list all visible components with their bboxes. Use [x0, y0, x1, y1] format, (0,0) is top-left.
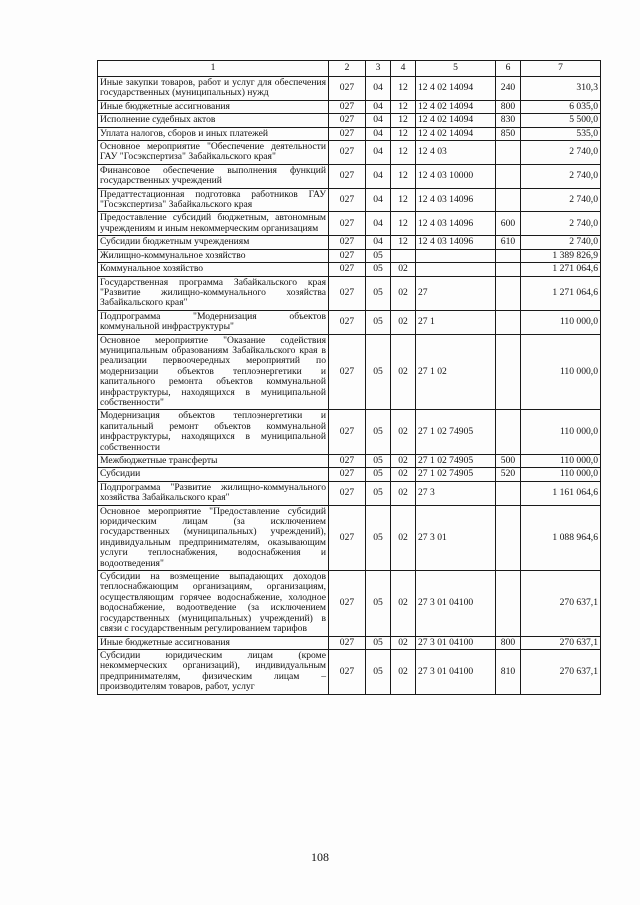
cell-target-article: 12 4 02 14094	[416, 100, 496, 113]
cell-target-article: 27 1 02 74905	[416, 455, 496, 468]
table-row	[98, 455, 601, 468]
cell-expense-type: 810	[496, 649, 521, 694]
cell-expense-type: 240	[496, 77, 521, 101]
cell-subsection: 02	[391, 571, 416, 636]
cell-subsection: 12	[391, 236, 416, 249]
table-row	[98, 276, 601, 310]
cell-amount: 270 637,1	[521, 636, 601, 649]
cell-admin-code: 027	[329, 77, 366, 101]
cell-admin-code: 027	[329, 127, 366, 140]
table-body	[98, 77, 601, 695]
header-col-2: 2	[329, 61, 366, 77]
page-number: 108	[311, 850, 329, 864]
cell-section: 04	[366, 100, 391, 113]
header-col-3: 3	[366, 61, 391, 77]
cell-expense-type: 830	[496, 114, 521, 127]
cell-subsection: 12	[391, 164, 416, 188]
cell-subsection: 12	[391, 77, 416, 101]
cell-subsection: 02	[391, 636, 416, 649]
cell-target-article: 12 4 03 14096	[416, 236, 496, 249]
cell-subsection: 12	[391, 100, 416, 113]
table-row	[98, 100, 601, 113]
cell-subsection: 02	[391, 410, 416, 455]
cell-admin-code: 027	[329, 249, 366, 262]
cell-target-article: 12 4 03 14096	[416, 188, 496, 212]
header-row	[98, 61, 601, 77]
cell-amount: 1 271 064,6	[521, 263, 601, 276]
header-col-5: 5	[416, 61, 496, 77]
cell-name: Основное мероприятие "Предоставление субсидий юридическим лицам (за исключением государственных (муниципальных) учреждений), индивидуальным предпринимателям, оказывающим услуги теплоснабжения, водоснабжения и водоотведения"	[98, 505, 329, 570]
cell-name: Модернизация объектов теплоэнергетики и капитальный ремонт объектов коммунальной инфраструктуры, находящихся в муниципальной собственности	[98, 410, 329, 455]
cell-name: Подпрограмма "Развитие жилищно-коммунального хозяйства Забайкальского края"	[98, 481, 329, 505]
cell-admin-code: 027	[329, 212, 366, 236]
cell-target-article: 12 4 02 14094	[416, 127, 496, 140]
cell-target-article: 27 1	[416, 310, 496, 334]
cell-target-article	[416, 263, 496, 276]
cell-expense-type: 610	[496, 236, 521, 249]
cell-admin-code: 027	[329, 263, 366, 276]
cell-expense-type	[496, 276, 521, 310]
cell-expense-type	[496, 249, 521, 262]
cell-expense-type: 800	[496, 100, 521, 113]
cell-target-article: 27 1 02	[416, 334, 496, 410]
cell-expense-type	[496, 188, 521, 212]
cell-admin-code: 027	[329, 455, 366, 468]
cell-name: Межбюджетные трансферты	[98, 455, 329, 468]
cell-subsection: 02	[391, 649, 416, 694]
cell-admin-code: 027	[329, 468, 366, 481]
cell-section: 05	[366, 310, 391, 334]
cell-amount: 110 000,0	[521, 468, 601, 481]
cell-section: 04	[366, 188, 391, 212]
cell-name: Предаттестационная подготовка работников ГАУ "Госэкспертиза" Забайкальского края	[98, 188, 329, 212]
cell-admin-code: 027	[329, 481, 366, 505]
cell-target-article: 27 3	[416, 481, 496, 505]
cell-amount: 270 637,1	[521, 571, 601, 636]
cell-section: 05	[366, 505, 391, 570]
cell-subsection: 02	[391, 310, 416, 334]
cell-amount: 110 000,0	[521, 334, 601, 410]
cell-name: Иные бюджетные ассигнования	[98, 100, 329, 113]
cell-name: Уплата налогов, сборов и иных платежей	[98, 127, 329, 140]
cell-name: Исполнение судебных актов	[98, 114, 329, 127]
cell-admin-code: 027	[329, 571, 366, 636]
table-row	[98, 649, 601, 694]
cell-target-article: 27 3 01	[416, 505, 496, 570]
cell-section: 05	[366, 649, 391, 694]
cell-amount: 1 389 826,9	[521, 249, 601, 262]
table-row	[98, 310, 601, 334]
cell-name: Предоставление субсидий бюджетным, автономным учреждениям и иным некоммерческим организациям	[98, 212, 329, 236]
cell-target-article: 12 4 02 14094	[416, 114, 496, 127]
cell-amount: 2 740,0	[521, 164, 601, 188]
cell-target-article: 27	[416, 276, 496, 310]
cell-amount: 2 740,0	[521, 141, 601, 165]
cell-name: Субсидии на возмещение выпадающих доходов теплоснабжающим организациям, организациям, осуществляющим горячее водоснабжение, холодное водоснабжение, водоотведение (за исключением государственных (муниципальных) учреждений) в связи с государственным регулированием тарифов	[98, 571, 329, 636]
cell-expense-type: 850	[496, 127, 521, 140]
cell-name: Подпрограмма "Модернизация объектов коммунальной инфраструктуры"	[98, 310, 329, 334]
header-col-6: 6	[496, 61, 521, 77]
cell-target-article: 12 4 03 10000	[416, 164, 496, 188]
cell-target-article: 12 4 03 14096	[416, 212, 496, 236]
cell-target-article: 27 1 02 74905	[416, 468, 496, 481]
table-row	[98, 571, 601, 636]
table-row	[98, 481, 601, 505]
cell-section: 05	[366, 481, 391, 505]
cell-amount: 5 500,0	[521, 114, 601, 127]
table-row	[98, 505, 601, 570]
cell-amount: 270 637,1	[521, 649, 601, 694]
cell-subsection: 02	[391, 481, 416, 505]
cell-expense-type	[496, 481, 521, 505]
cell-target-article: 27 3 01 04100	[416, 571, 496, 636]
cell-subsection: 02	[391, 468, 416, 481]
cell-admin-code: 027	[329, 164, 366, 188]
cell-admin-code: 027	[329, 141, 366, 165]
cell-admin-code: 027	[329, 276, 366, 310]
cell-amount: 110 000,0	[521, 410, 601, 455]
table-row	[98, 410, 601, 455]
cell-expense-type	[496, 310, 521, 334]
cell-amount: 110 000,0	[521, 310, 601, 334]
cell-admin-code: 027	[329, 114, 366, 127]
table-row	[98, 77, 601, 101]
cell-subsection: 12	[391, 114, 416, 127]
cell-section: 05	[366, 276, 391, 310]
table-row	[98, 236, 601, 249]
cell-name: Коммунальное хозяйство	[98, 263, 329, 276]
cell-section: 05	[366, 571, 391, 636]
cell-admin-code: 027	[329, 188, 366, 212]
cell-section: 04	[366, 141, 391, 165]
cell-admin-code: 027	[329, 410, 366, 455]
cell-expense-type	[496, 164, 521, 188]
cell-amount: 1 088 964,6	[521, 505, 601, 570]
cell-amount: 2 740,0	[521, 188, 601, 212]
cell-target-article: 12 4 03	[416, 141, 496, 165]
cell-section: 05	[366, 249, 391, 262]
cell-target-article: 27 3 01 04100	[416, 636, 496, 649]
table-row	[98, 468, 601, 481]
cell-section: 04	[366, 212, 391, 236]
cell-target-article: 27 3 01 04100	[416, 649, 496, 694]
cell-amount: 110 000,0	[521, 455, 601, 468]
cell-section: 04	[366, 77, 391, 101]
cell-admin-code: 027	[329, 636, 366, 649]
cell-amount: 6 035,0	[521, 100, 601, 113]
table-row	[98, 249, 601, 262]
cell-section: 04	[366, 114, 391, 127]
budget-table	[97, 60, 601, 695]
table-row	[98, 127, 601, 140]
cell-admin-code: 027	[329, 100, 366, 113]
cell-subsection: 12	[391, 141, 416, 165]
cell-admin-code: 027	[329, 236, 366, 249]
cell-subsection: 02	[391, 263, 416, 276]
cell-name: Жилищно-коммунальное хозяйство	[98, 249, 329, 262]
cell-name: Иные закупки товаров, работ и услуг для обеспечения государственных (муниципальных) нужд	[98, 77, 329, 101]
cell-section: 05	[366, 334, 391, 410]
cell-expense-type: 500	[496, 455, 521, 468]
cell-amount: 2 740,0	[521, 236, 601, 249]
cell-expense-type	[496, 141, 521, 165]
cell-subsection: 02	[391, 276, 416, 310]
cell-name: Государственная программа Забайкальского края "Развитие жилищно-коммунального хозяйства Забайкальского края"	[98, 276, 329, 310]
cell-expense-type	[496, 571, 521, 636]
cell-section: 04	[366, 127, 391, 140]
cell-subsection: 12	[391, 212, 416, 236]
cell-subsection: 02	[391, 505, 416, 570]
table-row	[98, 263, 601, 276]
cell-target-article	[416, 249, 496, 262]
cell-name: Субсидии	[98, 468, 329, 481]
cell-expense-type: 800	[496, 636, 521, 649]
cell-admin-code: 027	[329, 334, 366, 410]
table-row	[98, 141, 601, 165]
table-row	[98, 164, 601, 188]
table-row	[98, 636, 601, 649]
cell-name: Основное мероприятие "Оказание содействия муниципальным образованиям Забайкальского края в реализации первоочередных мероприятий по модернизации объектов теплоэнергетики и капитального ремонта объектов коммунальной инфраструктуры, находящихся в муниципальной собственности"	[98, 334, 329, 410]
cell-subsection: 02	[391, 455, 416, 468]
header-col-7: 7	[521, 61, 601, 77]
cell-admin-code: 027	[329, 310, 366, 334]
cell-amount: 1 271 064,6	[521, 276, 601, 310]
header-col-4: 4	[391, 61, 416, 77]
cell-name: Финансовое обеспечение выполнения функций государственных учреждений	[98, 164, 329, 188]
cell-target-article: 12 4 02 14094	[416, 77, 496, 101]
table-row	[98, 188, 601, 212]
cell-admin-code: 027	[329, 649, 366, 694]
cell-name: Основное мероприятие "Обеспечение деятельности ГАУ "Госэкспертиза" Забайкальского края"	[98, 141, 329, 165]
cell-subsection	[391, 249, 416, 262]
cell-expense-type	[496, 410, 521, 455]
cell-section: 05	[366, 468, 391, 481]
cell-section: 04	[366, 236, 391, 249]
cell-section: 04	[366, 164, 391, 188]
cell-amount: 535,0	[521, 127, 601, 140]
table-row	[98, 114, 601, 127]
cell-expense-type	[496, 334, 521, 410]
cell-subsection: 12	[391, 188, 416, 212]
table-row	[98, 334, 601, 410]
cell-expense-type: 520	[496, 468, 521, 481]
cell-name: Субсидии бюджетным учреждениям	[98, 236, 329, 249]
cell-target-article: 27 1 02 74905	[416, 410, 496, 455]
cell-amount: 2 740,0	[521, 212, 601, 236]
header-col-1: 1	[98, 61, 329, 77]
cell-subsection: 12	[391, 127, 416, 140]
cell-expense-type	[496, 263, 521, 276]
cell-name: Субсидии юридическим лицам (кроме некоммерческих организаций), индивидуальным предпринимателям, физическим лицам – производителям товаров, работ, услуг	[98, 649, 329, 694]
cell-section: 05	[366, 455, 391, 468]
cell-name: Иные бюджетные ассигнования	[98, 636, 329, 649]
cell-amount: 1 161 064,6	[521, 481, 601, 505]
cell-admin-code: 027	[329, 505, 366, 570]
cell-section: 05	[366, 636, 391, 649]
cell-section: 05	[366, 263, 391, 276]
table-row	[98, 212, 601, 236]
cell-subsection: 02	[391, 334, 416, 410]
cell-section: 05	[366, 410, 391, 455]
cell-expense-type: 600	[496, 212, 521, 236]
cell-amount: 310,3	[521, 77, 601, 101]
cell-expense-type	[496, 505, 521, 570]
